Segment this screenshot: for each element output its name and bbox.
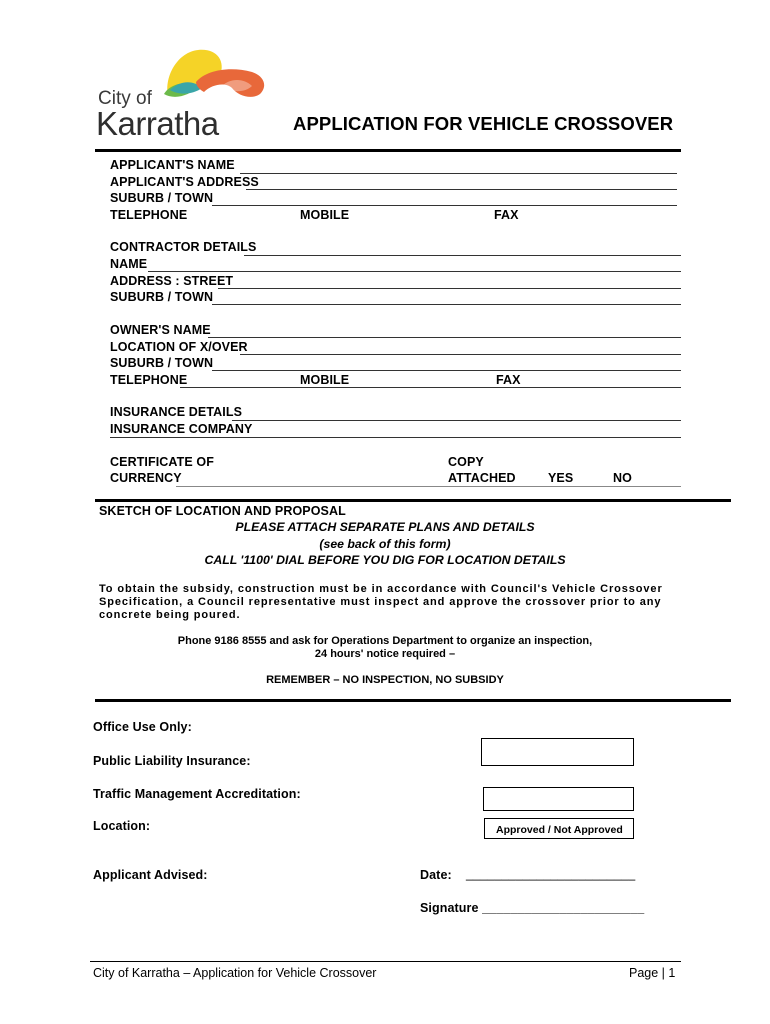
owner-location-label: LOCATION OF X/OVER: [110, 340, 248, 354]
contractor-suburb-line[interactable]: [212, 304, 681, 305]
date-label: Date:: [420, 868, 452, 882]
remember-notice: REMEMBER – NO INSPECTION, NO SUBSIDY: [266, 674, 504, 686]
approval-status-text: Approved / Not Approved: [496, 824, 623, 836]
owner-telephone-line[interactable]: [180, 387, 681, 388]
copy-attached-line1: COPY: [448, 455, 484, 469]
section-divider-office: [95, 699, 731, 702]
certificate-label-line1: CERTIFICATE OF: [110, 455, 214, 469]
certificate-line[interactable]: [176, 486, 681, 487]
insurance-details-label: INSURANCE DETAILS: [110, 405, 243, 419]
footer-document-title: City of Karratha – Application for Vehicle Crossover: [93, 966, 377, 980]
sketch-heading: SKETCH OF LOCATION AND PROPOSAL: [99, 504, 346, 518]
sketch-line-3: CALL '1100' DIAL BEFORE YOU DIG FOR LOCATION DETAILS: [204, 553, 566, 567]
applicant-fax-label: FAX: [494, 208, 519, 222]
contractor-heading: CONTRACTOR DETAILS: [110, 240, 257, 254]
office-use-heading: Office Use Only:: [93, 720, 192, 734]
logo-text-karratha: Karratha: [96, 105, 219, 142]
notice-paragraph-line1: To obtain the subsidy, construction must be in accordance with Council's Vehicle Crossover: [99, 583, 663, 595]
section-divider-sketch: [95, 499, 731, 502]
contractor-street-label: ADDRESS : STREET: [110, 274, 234, 288]
owner-location-line[interactable]: [240, 354, 681, 355]
applicant-mobile-label: MOBILE: [300, 208, 350, 222]
title-divider: [95, 149, 681, 152]
applicant-suburb-label: SUBURB / TOWN: [110, 191, 214, 205]
insurance-company-label: INSURANCE COMPANY: [110, 422, 253, 436]
phone-instruction: Phone 9186 8555 and ask for Operations Department to organize an inspection,: [177, 635, 593, 647]
contractor-name-label: NAME: [110, 257, 148, 271]
footer-divider: [90, 961, 681, 962]
signature-field[interactable]: Signature _______________________: [420, 901, 645, 915]
insurance-company-line[interactable]: [110, 437, 681, 438]
applicant-advised-label: Applicant Advised:: [93, 868, 208, 882]
owner-mobile-label: MOBILE: [300, 373, 350, 387]
owner-suburb-line[interactable]: [212, 370, 681, 371]
owner-telephone-label: TELEPHONE: [110, 373, 188, 387]
applicant-telephone-label: TELEPHONE: [110, 208, 188, 222]
copy-attached-line2: ATTACHED: [448, 471, 516, 485]
insurance-details-line: [232, 420, 681, 421]
applicant-address-label: APPLICANT'S ADDRESS: [110, 175, 259, 189]
notice-paragraph-line3: concrete being poured.: [99, 609, 241, 621]
footer-page-number: Page | 1: [629, 966, 676, 980]
public-liability-label: Public Liability Insurance:: [93, 754, 251, 768]
page-title: APPLICATION FOR VEHICLE CROSSOVER: [293, 113, 674, 134]
notice-required: 24 hours' notice required –: [314, 648, 456, 660]
sketch-line-1: PLEASE ATTACH SEPARATE PLANS AND DETAILS: [235, 520, 535, 534]
location-label: Location:: [93, 819, 151, 833]
notice-paragraph-line2: Specification, a Council representative must inspect and approve the crossover prior to any: [99, 596, 662, 608]
owner-fax-label: FAX: [496, 373, 521, 387]
contractor-heading-line: [244, 255, 681, 256]
applicant-name-line[interactable]: [240, 173, 677, 174]
logo-text-city-of: City of: [98, 88, 152, 109]
copy-no-option[interactable]: NO: [613, 471, 632, 485]
applicant-address-line[interactable]: [246, 189, 677, 190]
owner-name-line[interactable]: [208, 337, 681, 338]
date-field[interactable]: ________________________: [466, 867, 636, 881]
logo-swirl-icon: [160, 46, 270, 106]
applicant-name-label: APPLICANT'S NAME: [110, 158, 235, 172]
contractor-street-line[interactable]: [218, 288, 681, 289]
contractor-suburb-label: SUBURB / TOWN: [110, 290, 214, 304]
public-liability-box[interactable]: [481, 738, 634, 766]
contractor-name-line[interactable]: [148, 271, 681, 272]
owner-name-label: OWNER'S NAME: [110, 323, 211, 337]
traffic-management-box[interactable]: [483, 787, 634, 811]
copy-yes-option[interactable]: YES: [548, 471, 574, 485]
city-logo: [160, 46, 270, 106]
applicant-suburb-line[interactable]: [212, 205, 677, 206]
traffic-management-label: Traffic Management Accreditation:: [93, 787, 301, 801]
sketch-line-2: (see back of this form): [319, 537, 451, 551]
certificate-label-line2: CURRENCY: [110, 471, 182, 485]
owner-suburb-label: SUBURB / TOWN: [110, 356, 214, 370]
